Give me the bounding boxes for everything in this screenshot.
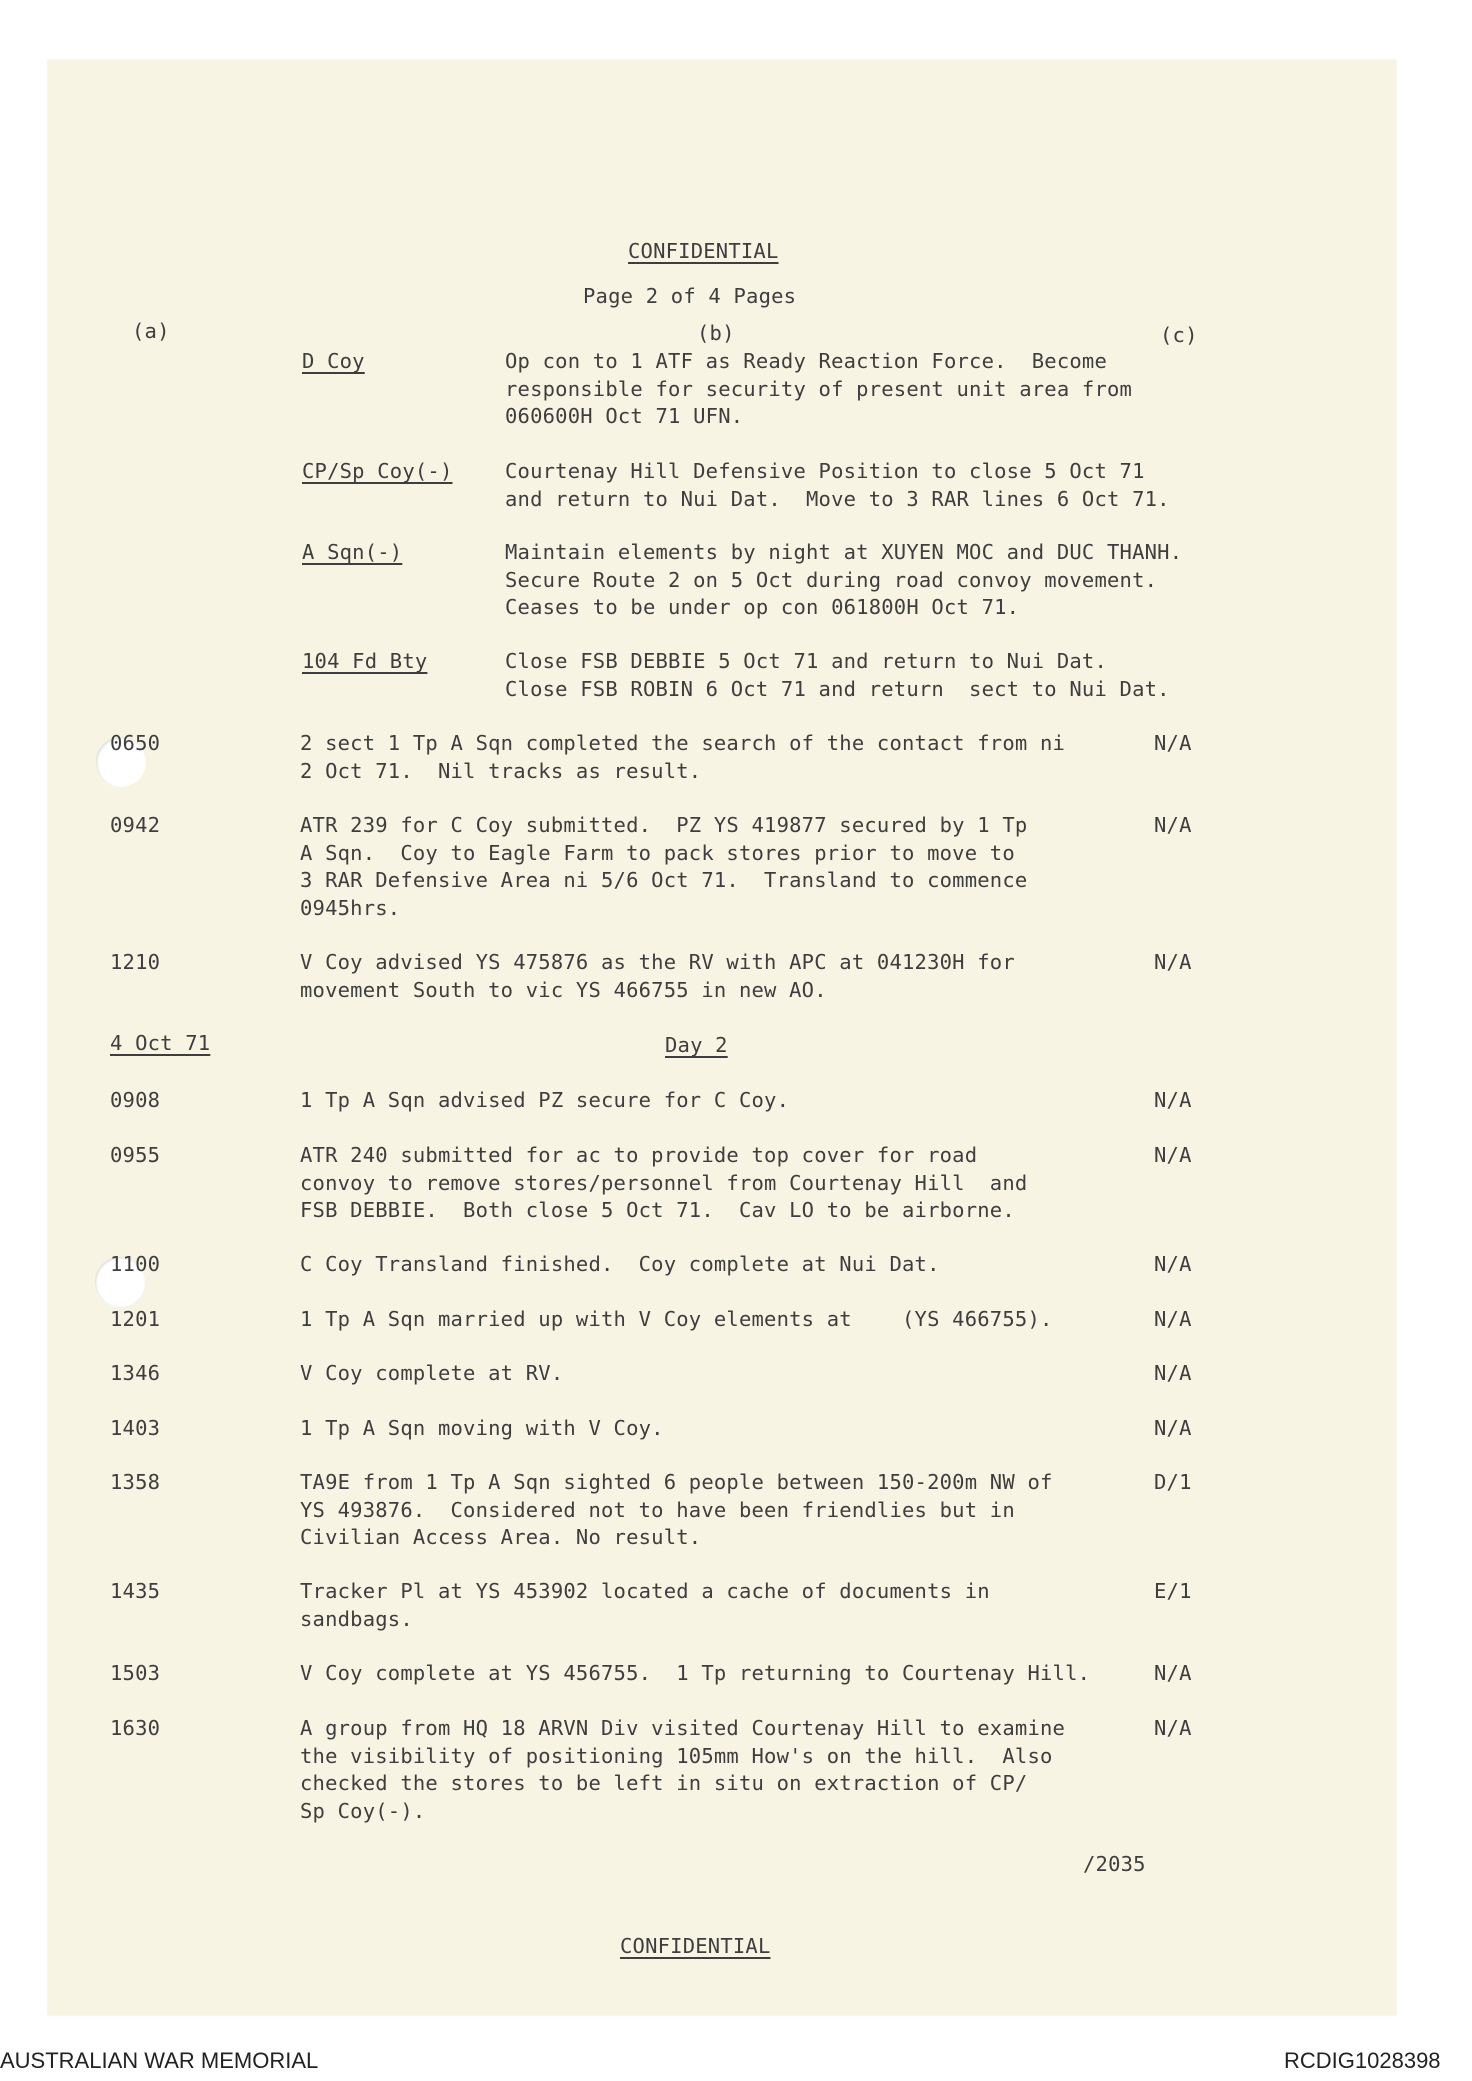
entry-ref: E/1 — [1154, 1579, 1192, 1603]
unit-task-line: responsible for security of present unit area from — [505, 376, 1133, 401]
entry-line: Sp Coy(-). — [300, 1798, 426, 1823]
entry-time: 0908 — [110, 1088, 161, 1112]
unit-task-line: Secure Route 2 on 5 Oct during road convoy movement. — [505, 567, 1158, 592]
column-c-header: (c) — [1160, 323, 1198, 347]
entry-line: 2 Oct 71. Nil tracks as result. — [300, 758, 702, 783]
entry-ref: N/A — [1154, 1716, 1192, 1740]
entry-ref: N/A — [1154, 1416, 1192, 1440]
entry-time: 1210 — [110, 950, 161, 974]
entry-time: 1435 — [110, 1579, 161, 1603]
day2-title: Day 2 — [665, 1033, 728, 1057]
entry-time: 1503 — [110, 1661, 161, 1685]
entry-ref: N/A — [1154, 1252, 1192, 1276]
column-a-header: (a) — [132, 319, 170, 343]
entry-line: FSB DEBBIE. Both close 5 Oct 71. Cav LO to be airborne. — [300, 1198, 1015, 1222]
entry-line: the visibility of positioning 105mm How's on the hill. Also — [300, 1743, 1053, 1768]
unit-name: CP/Sp Coy(-) — [302, 459, 453, 483]
entry-ref: N/A — [1154, 731, 1192, 755]
unit-task-line: Ceases to be under op con 061800H Oct 71. — [505, 595, 1020, 619]
entry-ref: N/A — [1154, 1661, 1192, 1685]
entry-time: 0955 — [110, 1143, 161, 1167]
entry-ref: N/A — [1154, 950, 1192, 974]
unit-name: D Coy — [302, 349, 365, 373]
entry-line: 1 Tp A Sqn married up with V Coy elements at (YS 466755). — [300, 1307, 1053, 1331]
entry-line: 2 sect 1 Tp A Sqn completed the search of the contact from ni — [300, 731, 1066, 755]
entry-line: C Coy Transland finished. Coy complete at Nui Dat. — [300, 1252, 940, 1276]
entry-line: ATR 240 submitted for ac to provide top cover for road — [300, 1143, 978, 1167]
entry-line: A group from HQ 18 ARVN Div visited Courtenay Hill to examine — [300, 1716, 1066, 1740]
day2-date: 4 Oct 71 — [110, 1031, 211, 1055]
entry-line: 1 Tp A Sqn advised PZ secure for C Coy. — [300, 1088, 790, 1112]
entry-ref: N/A — [1154, 1307, 1192, 1331]
continuation-ref: /2035 — [1083, 1852, 1146, 1876]
entry-line: V Coy complete at RV. — [300, 1361, 564, 1385]
entry-ref: N/A — [1154, 1088, 1192, 1112]
column-b-header: (b) — [697, 321, 735, 345]
entry-ref: N/A — [1154, 1361, 1192, 1385]
entry-time: 1358 — [110, 1470, 161, 1494]
entry-line: sandbags. — [300, 1606, 413, 1631]
footer-id: RCDIG1028398 — [1284, 2048, 1441, 2073]
unit-task-line: Maintain elements by night at XUYEN MOC and DUC THANH. — [505, 540, 1183, 564]
entry-line: movement South to vic YS 466755 in new AO. — [300, 977, 827, 1002]
entry-line: V Coy advised YS 475876 as the RV with APC at 041230H for — [300, 950, 1015, 974]
entry-line: YS 493876. Considered not to have been friendlies but in — [300, 1497, 1015, 1522]
entry-ref: N/A — [1154, 1143, 1192, 1167]
entry-ref: N/A — [1154, 813, 1192, 837]
page-label: Page 2 of 4 Pages — [583, 284, 797, 308]
entry-line: TA9E from 1 Tp A Sqn sighted 6 people between 150-200m NW of — [300, 1470, 1053, 1494]
unit-name: A Sqn(-) — [302, 540, 403, 564]
entry-line: 1 Tp A Sqn moving with V Coy. — [300, 1416, 664, 1440]
entry-line: Tracker Pl at YS 453902 located a cache of documents in — [300, 1579, 990, 1603]
unit-task-line: Close FSB DEBBIE 5 Oct 71 and return to Nui Dat. — [505, 649, 1108, 673]
entry-line: convoy to remove stores/personnel from Courtenay Hill and — [300, 1170, 1028, 1195]
entry-time: 1100 — [110, 1252, 161, 1276]
unit-name: 104 Fd Bty — [302, 649, 428, 673]
entry-time: 1346 — [110, 1361, 161, 1385]
unit-task-line: 060600H Oct 71 UFN. — [505, 404, 744, 428]
footer-source: AUSTRALIAN WAR MEMORIAL — [0, 2048, 319, 2073]
unit-task-line: Close FSB ROBIN 6 Oct 71 and return sect to Nui Dat. — [505, 676, 1170, 701]
entry-line: 0945hrs. — [300, 895, 401, 920]
entry-line: checked the stores to be left in situ on extraction of CP/ — [300, 1771, 1028, 1795]
entry-time: 0650 — [110, 731, 161, 755]
entry-line: 3 RAR Defensive Area ni 5/6 Oct 71. Transland to commence — [300, 868, 1028, 892]
classification-top: CONFIDENTIAL — [628, 239, 779, 263]
entry-time: 1403 — [110, 1416, 161, 1440]
entry-line: ATR 239 for C Coy submitted. PZ YS 419877 secured by 1 Tp — [300, 813, 1028, 837]
unit-task-line: and return to Nui Dat. Move to 3 RAR lines 6 Oct 71. — [505, 486, 1170, 511]
entry-time: 1630 — [110, 1716, 161, 1740]
unit-task-line: Op con to 1 ATF as Ready Reaction Force. Become — [505, 349, 1108, 373]
classification-bottom: CONFIDENTIAL — [620, 1934, 771, 1958]
entry-line: A Sqn. Coy to Eagle Farm to pack stores prior to move to — [300, 840, 1015, 865]
entry-time: 0942 — [110, 813, 161, 837]
entry-line: V Coy complete at YS 456755. 1 Tp returning to Courtenay Hill. — [300, 1661, 1091, 1685]
entry-time: 1201 — [110, 1307, 161, 1331]
entry-line: Civilian Access Area. No result. — [300, 1525, 702, 1549]
unit-task-line: Courtenay Hill Defensive Position to close 5 Oct 71 — [505, 459, 1145, 483]
entry-ref: D/1 — [1154, 1470, 1192, 1494]
